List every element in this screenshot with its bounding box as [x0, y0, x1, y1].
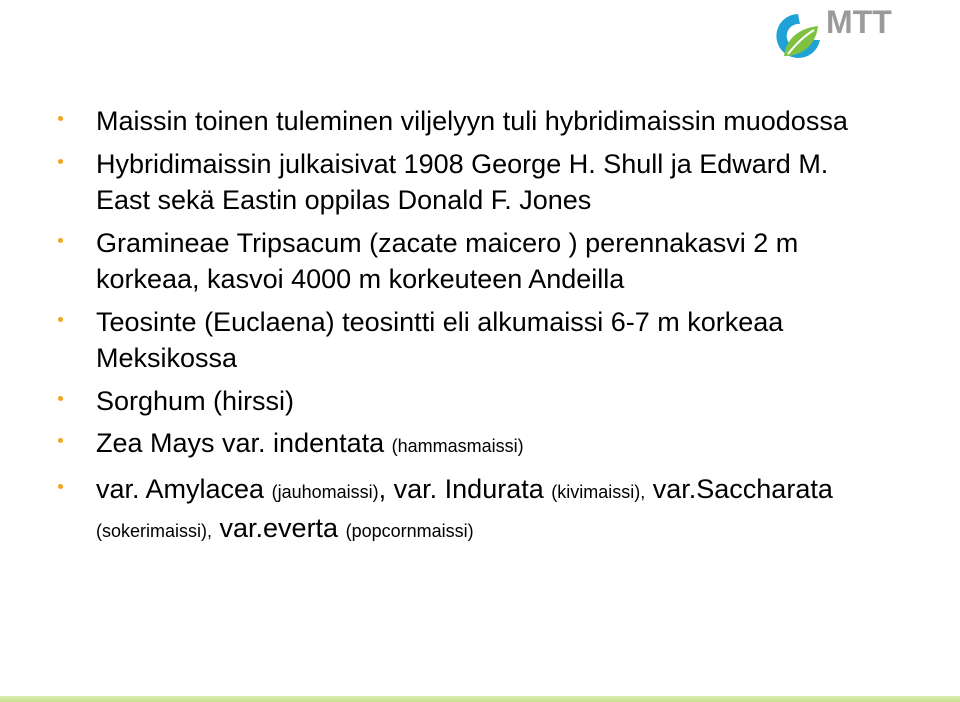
bullet-icon	[58, 317, 63, 322]
variety-name: Zea Mays var. indentata	[96, 428, 392, 458]
bullet-icon	[58, 396, 63, 401]
logo-text: MTT	[826, 4, 892, 40]
variety-name: var. Amylacea	[96, 473, 272, 504]
variety-note: (hammasmaissi)	[391, 436, 524, 456]
bullet-icon	[58, 159, 63, 164]
bullet-text: Maissin toinen tuleminen viljelyyn tuli hybridimaissin muodossa	[96, 106, 848, 136]
list-item	[96, 225, 886, 298]
list-item	[96, 304, 886, 377]
bullet-text: Hybridimaissin julkaisivat 1908 George H. Shull ja Edward M. East sekä Eastin oppilas Donald F. Jones	[96, 148, 829, 215]
variety-name: var.everta	[212, 513, 346, 543]
bullet-text: Sorghum (hirssi)	[96, 385, 295, 416]
list-item	[96, 383, 886, 420]
variety-note: (jauhomaissi)	[271, 481, 379, 502]
bullet-text: Teosinte (Euclaena) teosintti eli alkumaissi 6-7 m korkeaa Meksikossa	[96, 306, 784, 373]
variety-note: (popcornmaissi)	[345, 521, 474, 541]
variety-name: var.Saccharata	[645, 473, 833, 504]
bullet-icon	[58, 116, 63, 121]
variety-name: , var. Indurata	[378, 473, 552, 504]
list-item	[96, 103, 886, 140]
bullet-list	[96, 103, 886, 556]
list-item	[96, 425, 886, 465]
bullet-text: Gramineae Tripsacum (zacate maicero ) perennakasvi 2 m korkeaa, kasvoi 4000 m korkeuteen Andeilla	[96, 227, 799, 294]
bullet-icon	[58, 438, 63, 443]
variety-note: (sokerimaissi),	[96, 521, 213, 541]
bullet-icon	[58, 484, 63, 489]
list-item	[96, 146, 886, 219]
list-item	[96, 471, 886, 550]
variety-note: (kivimaissi),	[551, 481, 646, 502]
bullet-icon	[58, 238, 63, 243]
bottom-bar	[0, 696, 960, 702]
